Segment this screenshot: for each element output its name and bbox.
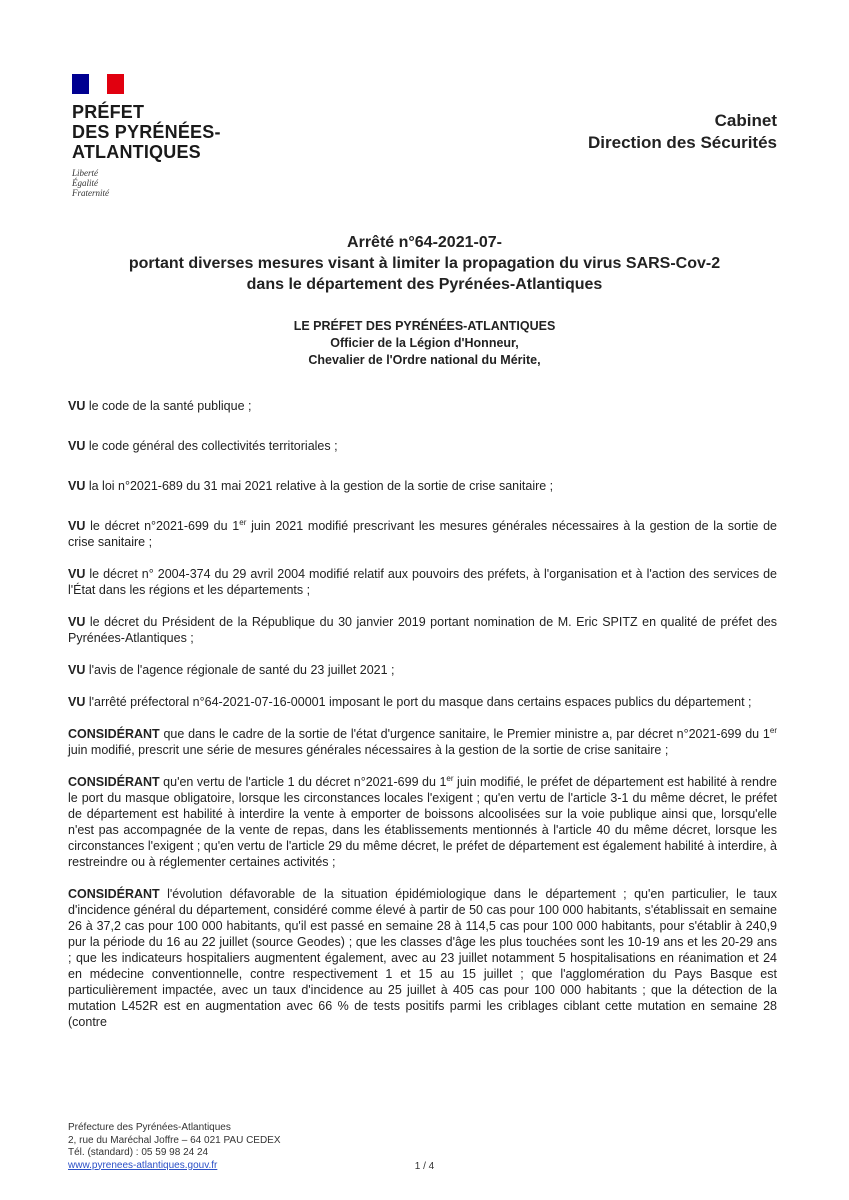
considerant-paragraph <box>68 886 777 1030</box>
authority-line-2: Officier de la Légion d'Honneur, <box>330 336 519 350</box>
visa-paragraph <box>68 694 777 710</box>
service-line-1: Cabinet <box>714 111 777 130</box>
visa-paragraph <box>68 398 777 414</box>
motto-line-1: Liberté <box>72 168 98 178</box>
title-line-3: dans le département des Pyrénées-Atlantiques <box>246 276 603 293</box>
title-line-2: portant diverses mesures visant à limiter la propagation du virus SARS-Cov-2 <box>128 255 721 272</box>
paragraph-text: l'arrêté préfectoral n°64-2021-07-16-00001 imposant le port du masque dans certains espaces publics du département ; <box>85 695 752 709</box>
paragraph-keyword: VU <box>68 663 86 677</box>
paragraph-text: le code général des collectivités territoriales ; <box>85 439 338 453</box>
paragraph-keyword: CONSIDÉRANT <box>68 775 160 789</box>
visa-paragraph <box>68 518 777 550</box>
logo-line-1: PRÉFET <box>72 102 145 122</box>
paragraph-text: l'avis de l'agence régionale de santé du 23 juillet 2021 ; <box>85 663 395 677</box>
issuing-authority <box>200 318 649 369</box>
ordinal-superscript: er <box>769 725 777 735</box>
paragraph-text: la loi n°2021-689 du 31 mai 2021 relative à la gestion de la sortie de crise sanitaire ; <box>85 479 554 493</box>
issuing-service <box>588 110 777 154</box>
logo-line-2: DES PYRÉNÉES- <box>72 122 221 142</box>
paragraph-text: qu'en vertu de l'article 1 du décret n°2021-699 du 1 <box>159 775 447 789</box>
paragraph-keyword: CONSIDÉRANT <box>68 887 160 901</box>
visa-paragraph <box>68 438 777 454</box>
considerant-paragraph <box>68 726 777 758</box>
paragraph-text: le décret n° 2004-374 du 29 avril 2004 modifié relatif aux pouvoirs des préfets, à l'organisation et à l'action des services de l'État dans les régions et les départements ; <box>68 567 777 597</box>
marianne-flag-icon <box>72 74 124 94</box>
paragraph-keyword: VU <box>68 399 86 413</box>
republic-motto <box>72 168 272 198</box>
title-line-1: Arrêté n°64-2021-07- <box>347 234 502 251</box>
website-link[interactable]: www.pyrenees-atlantiques.gouv.fr <box>68 1159 218 1171</box>
paragraph-keyword: CONSIDÉRANT <box>68 727 160 741</box>
motto-line-2: Égalité <box>72 178 98 188</box>
paragraph-keyword: VU <box>68 519 86 533</box>
footer-line-2: 2, rue du Maréchal Joffre – 64 021 PAU CEDEX <box>68 1134 281 1146</box>
decree-body <box>68 398 777 1046</box>
ordinal-superscript: er <box>239 517 247 527</box>
page-number: 1 / 4 <box>414 1161 435 1172</box>
visa-paragraph <box>68 662 777 678</box>
paragraph-text: le décret du Président de la République du 30 janvier 2019 portant nomination de M. Eric SPITZ en qualité de préfet des Pyrénées-Atlantiques ; <box>68 615 777 645</box>
visa-paragraph <box>68 478 777 494</box>
paragraph-keyword: VU <box>68 567 86 581</box>
paragraph-keyword: VU <box>68 439 86 453</box>
footer-line-3: Tél. (standard) : 05 59 98 24 24 <box>68 1147 209 1158</box>
paragraph-keyword: VU <box>68 615 86 629</box>
paragraph-text-cont: juin modifié, prescrit une série de mesures générales nécessaires à la gestion de la sortie de crise sanitaire ; <box>68 743 669 757</box>
paragraph-text: le code de la santé publique ; <box>85 399 252 413</box>
motto-line-3: Fraternité <box>72 188 109 198</box>
visa-paragraph <box>68 566 777 598</box>
paragraph-keyword: VU <box>68 695 86 709</box>
ordinal-superscript: er <box>446 773 454 783</box>
service-line-2: Direction des Sécurités <box>588 133 777 152</box>
logo-text <box>72 102 272 162</box>
paragraph-keyword: VU <box>68 479 86 493</box>
paragraph-text: le décret n°2021-699 du 1 <box>85 519 240 533</box>
considerant-paragraph <box>68 774 777 870</box>
authority-line-3: Chevalier de l'Ordre national du Mérite, <box>308 353 541 367</box>
authority-line-1: LE PRÉFET DES PYRÉNÉES-ATLANTIQUES <box>293 319 556 333</box>
logo-line-3: ATLANTIQUES <box>72 142 201 162</box>
decree-title <box>60 232 789 295</box>
footer-line-1: Préfecture des Pyrénées-Atlantiques <box>68 1122 231 1133</box>
prefecture-logo <box>72 74 272 198</box>
paragraph-text: l'évolution défavorable de la situation épidémiologique dans le département ; qu'en particulier, le taux d'incidence général du département, considéré comme élevé à partir de 50 cas pour 100 000 habitants, s'établissait en semaine 26 à 37,2 cas pour 100 000 habitants, qu'il est passé en semaine 28 à 114,5 cas pour 100 000 habitants, pour s'établir à 240,9 pur la période du 16 au 22 juillet (source Geodes) ; que les classes d'âge les plus touchées sont les 10-19 ans et les 20-29 ans ; que les indicateurs hospitaliers augmentent également, avec au 23 juillet notamment 5 hospitalisations en réanimation et 24 en médecine conventionnelle, contre respectivement 1 et 15 au 15 juillet ; que l'agglomération du Pays Basque est particulièrement impactée, avec un taux d'incidence au 25 juillet à 405 cas pour 100 000 habitants ; que la détection de la mutation L452R est en augmentation avec 66 % de tests positifs parmi les criblages ciblant cette mutation en semaine 28 (contre <box>68 887 777 1029</box>
visa-paragraph <box>68 614 777 646</box>
paragraph-text-cont: juin 2021 modifié prescrivant les mesures générales nécessaires à la gestion de la sortie de crise sanitaire ; <box>68 519 778 549</box>
paragraph-text-cont: juin modifié, le préfet de département est habilité à rendre le port du masque obligatoire, lorsque les circonstances locales l'exigent ; qu'en vertu de l'article 3-1 du même décret, le préfet de département est habilité à interdire la vente à emporter de boissons alcoolisées sur la voie publique ainsi que, lorsqu'elle n'est pas accompagnée de la vente de repas, dans les établissements mentionnés à l'article 40 du même décret, lorsque les circonstances l'exigent ; qu'en vertu de l'article 29 du même décret, le préfet de département est également habilité à interdire, à restreindre ou à réglementer certaines activités ; <box>68 775 778 869</box>
paragraph-text: que dans le cadre de la sortie de l'état d'urgence sanitaire, le Premier ministre a, par décret n°2021-699 du 1 <box>159 727 770 741</box>
